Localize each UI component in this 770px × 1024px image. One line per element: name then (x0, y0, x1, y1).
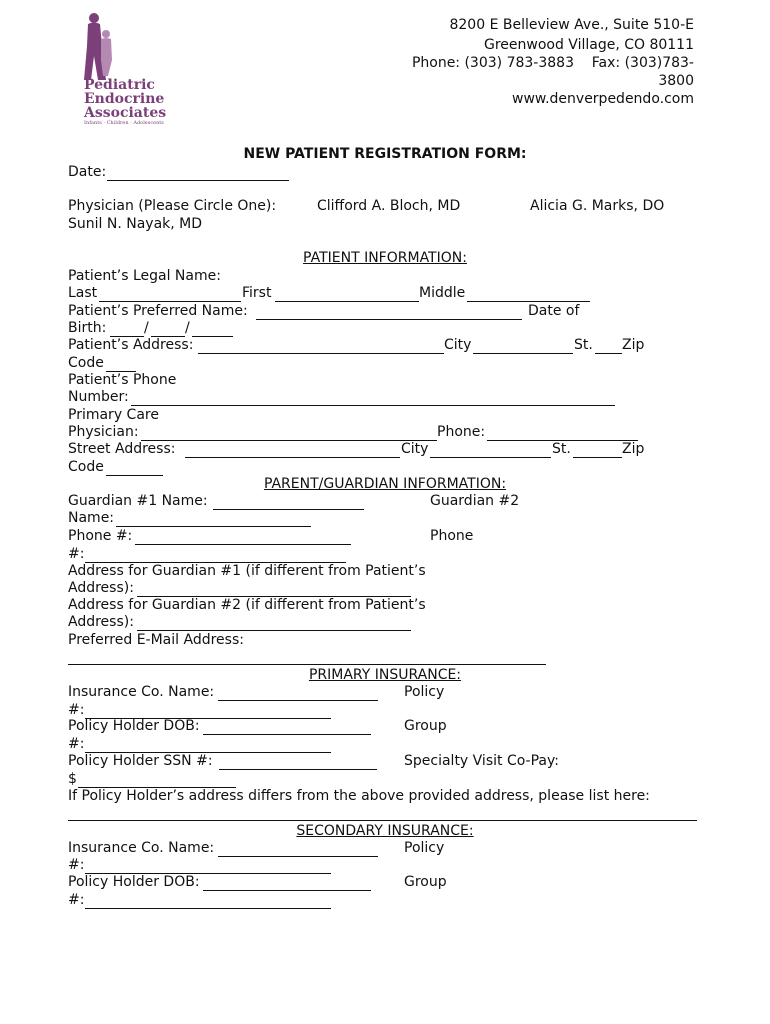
primary-ssn-label: Policy Holder SSN #: (68, 753, 213, 769)
primary-dob-label: Policy Holder DOB: (68, 718, 200, 734)
guardian2-name-field[interactable] (116, 526, 311, 527)
patient-info-heading: PATIENT INFORMATION: (303, 250, 467, 266)
patient-number-label: Number: (68, 389, 129, 405)
address-fax-cont: 3800 (658, 73, 694, 89)
patient-state-label: St. (574, 337, 593, 353)
primary-insurance-heading: PRIMARY INSURANCE: (308, 667, 462, 683)
address-city: Greenwood Village, CO 80111 (483, 37, 694, 53)
guardian1-phone-field[interactable] (135, 544, 351, 545)
patient-phone-field[interactable] (131, 405, 615, 406)
patient-code-label: Code (68, 355, 104, 371)
secondary-ins-name-field[interactable] (218, 856, 378, 857)
form-title: NEW PATIENT REGISTRATION FORM: (243, 146, 527, 162)
policy-holder-address-field[interactable] (68, 820, 697, 821)
secondary-group-hash: #: (68, 892, 85, 908)
primary-policy-label: Policy (404, 684, 445, 700)
first-name-label: First (242, 285, 272, 301)
guardian2-label: Guardian #2 (430, 493, 520, 509)
preferred-name-label: Patient’s Preferred Name: (68, 303, 248, 319)
guardian2-address-label: Address for Guardian #2 (if different from Patient’s (68, 597, 426, 613)
patient-address-label: Patient’s Address: (68, 337, 194, 353)
guardian2-address-cont: Address): (68, 614, 134, 630)
legal-name-label: Patient’s Legal Name: (68, 268, 221, 284)
patient-city-label: City (444, 337, 472, 353)
primary-dob-field[interactable] (203, 734, 371, 735)
address-website[interactable]: www.denverpedendo.com (512, 91, 694, 107)
physician-option-marks[interactable]: Alicia G. Marks, DO (530, 198, 665, 214)
primary-ins-name-label: Insurance Co. Name: (68, 684, 215, 700)
guardian2-name-label: Name: (68, 510, 115, 526)
date-label: Date: (68, 164, 107, 180)
date-field[interactable] (107, 180, 289, 181)
birth-slash-2: / (185, 320, 190, 336)
guardian1-name-field[interactable] (213, 509, 364, 510)
last-name-label: Last (68, 285, 98, 301)
physician-option-bloch[interactable]: Clifford A. Bloch, MD (317, 198, 461, 214)
guardian2-phone-label: Phone (430, 528, 474, 544)
secondary-dob-label: Policy Holder DOB: (68, 874, 200, 890)
secondary-group-label: Group (404, 874, 447, 890)
pcp-code-label: Code (68, 459, 104, 475)
patient-state-field[interactable] (595, 353, 622, 354)
first-name-field[interactable] (275, 301, 419, 302)
physician-option-nayak[interactable]: Sunil N. Nayak, MD (68, 216, 203, 232)
primary-ins-name-field[interactable] (218, 700, 378, 701)
guardian1-address-cont: Address): (68, 580, 134, 596)
email-field[interactable] (68, 664, 546, 665)
primary-policy-hash: #: (68, 702, 85, 718)
address-street: 8200 E Belleview Ave., Suite 510-E (449, 17, 694, 33)
secondary-policy-hash: #: (68, 857, 85, 873)
guardian2-address-field[interactable] (137, 630, 411, 631)
guardian2-hash-label: #: (68, 546, 85, 562)
pcp-street-field[interactable] (185, 457, 400, 458)
birth-year-field[interactable] (192, 336, 233, 337)
family-silhouette-icon (82, 12, 122, 84)
guardian-heading: PARENT/GUARDIAN INFORMATION: (263, 476, 507, 492)
practice-logo (80, 12, 167, 126)
email-label: Preferred E-Mail Address: (68, 632, 244, 648)
policy-holder-address-note: If Policy Holder’s address differs from the above provided address, please list here: (68, 788, 650, 804)
pcp-zip-label: Zip (622, 441, 645, 457)
secondary-group-field[interactable] (85, 908, 331, 909)
guardian1-address-label: Address for Guardian #1 (if different from Patient’s (68, 563, 426, 579)
secondary-insurance-heading: SECONDARY INSURANCE: (296, 823, 474, 839)
pcp-phone-label: Phone: (437, 424, 486, 440)
pcp-state-field[interactable] (573, 457, 622, 458)
pcp-city-field[interactable] (430, 457, 551, 458)
patient-city-field[interactable] (473, 353, 573, 354)
address-phone-fax: Phone: (303) 783-3883 Fax: (303)783- (411, 55, 694, 71)
secondary-dob-field[interactable] (203, 890, 371, 891)
preferred-name-field[interactable] (256, 319, 522, 320)
patient-phone-label: Patient’s Phone (68, 372, 177, 388)
birth-slash-1: / (144, 320, 149, 336)
middle-name-field[interactable] (467, 301, 590, 302)
primary-group-label: Group (404, 718, 447, 734)
secondary-ins-name-label: Insurance Co. Name: (68, 840, 215, 856)
pcp-street-label: Street Address: (68, 441, 176, 457)
physician-label: Physician (Please Circle One): (68, 198, 277, 214)
patient-zip-label: Zip (622, 337, 645, 353)
patient-address-field[interactable] (198, 353, 444, 354)
primary-ssn-field[interactable] (219, 769, 377, 770)
guardian1-phone-label: Phone #: (68, 528, 133, 544)
pcp-physician-label: Physician: (68, 424, 139, 440)
last-name-field[interactable] (99, 301, 241, 302)
middle-name-label: Middle (419, 285, 466, 301)
birth-label: Birth: (68, 320, 107, 336)
guardian1-name-label: Guardian #1 Name: (68, 493, 208, 509)
primary-care-label: Primary Care (68, 407, 159, 423)
logo-tagline: Infants · Children · Adolescents (84, 120, 164, 126)
logo-line-3: Associates (84, 105, 167, 121)
primary-copay-label: Specialty Visit Co-Pay: (404, 753, 559, 769)
logo-line-2: Endocrine (84, 91, 165, 107)
pcp-city-label: City (401, 441, 429, 457)
primary-group-hash: #: (68, 736, 85, 752)
pcp-physician-field[interactable] (141, 440, 437, 441)
primary-copay-dollar: $ (68, 771, 77, 787)
date-of-label: Date of (528, 303, 580, 319)
logo-line-1: Pediatric (84, 77, 155, 93)
pcp-state-label: St. (552, 441, 571, 457)
secondary-policy-label: Policy (404, 840, 445, 856)
